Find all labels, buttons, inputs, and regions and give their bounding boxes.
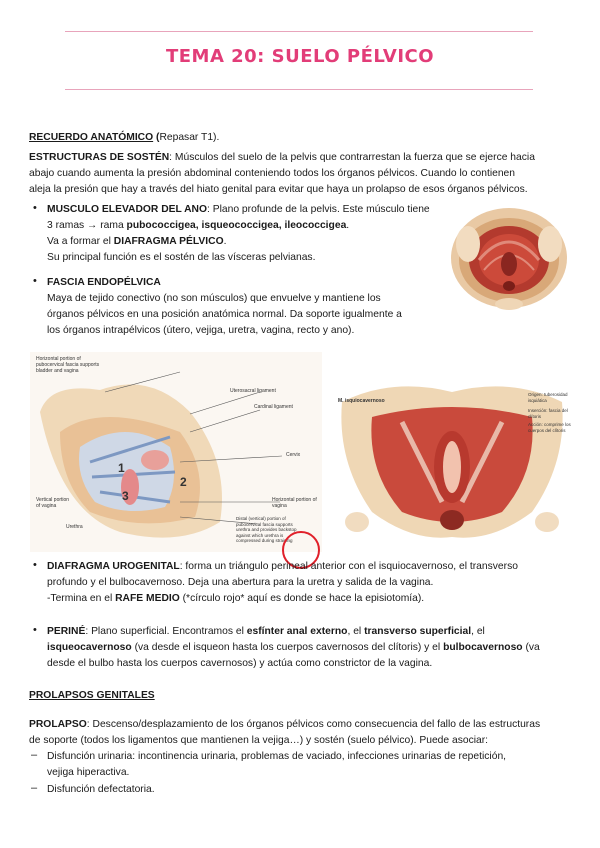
pelvis-top-view-image (448, 204, 570, 312)
urogenital-line-1 (47, 559, 518, 575)
transverso-superficial: transverso superficial (364, 626, 472, 637)
perine-text-1e: , el (471, 626, 485, 637)
bullet-dot: • (33, 559, 37, 571)
fascia-line-2: órganos pélvicos en una posición anatómica normal. Da soporte igualmente a (47, 309, 402, 320)
label-uterosacral-ligament: Uterosacral ligament (230, 388, 276, 394)
page-title: TEMA 20: SUELO PÉLVICO (165, 46, 435, 67)
elevador-line-4: Su principal función es el sostén de las vísceras pelvianas. (47, 252, 316, 263)
label-origen: Origen: tuberosidad isquiática (528, 392, 568, 403)
urogenital-line-2: profundo y el bulbocavernoso. Deja una abertura para la uretra y salida de la vagina. (47, 577, 434, 588)
perine-text-2d: (va (522, 642, 540, 653)
elevador-branches: pubococcigea, isqueococcigea, ileococcigea (126, 220, 347, 231)
isqueocavernoso: isqueocavernoso (47, 642, 132, 653)
estructuras-line-3: aleja la presión que hay a través del hiato genital para evitar que haya un prolapso de esos órganos pélvicos. (29, 184, 528, 195)
urogenital-text-1: : forma un triángulo perineal anterior con el isquiocavernoso, el transverso (179, 561, 518, 572)
top-rule (65, 31, 533, 32)
pelvic-ligaments-figure (30, 352, 322, 552)
estructuras-text-1: : Músculos del suelo de la pelvis que contrarrestan la fuerza que se ejerce hacia (169, 152, 535, 163)
estructuras-heading: ESTRUCTURAS DE SOSTÉN (29, 152, 170, 163)
recuerdo-text: Repasar T1). (159, 132, 220, 143)
label-distal-pubocervical: Distal (vertical) portion of pubocervical fascia supports urethra and provides backstop against which urethra is compressed during straining (236, 516, 297, 543)
prolapso-item-1-cont: vejiga hiperactiva. (47, 767, 130, 778)
label-horizontal-vagina: Horizontal portion of vagina (272, 497, 317, 509)
recuerdo-heading: RECUERDO ANATÓMICO (29, 132, 154, 143)
figure-number-2: 2 (180, 475, 187, 489)
label-urethra: Urethra (66, 524, 83, 530)
fascia-line-3: los órganos intrapélvicos (útero, vejiga, uretra, vagina, recto y ano). (47, 325, 355, 336)
perine-line-3: desde el bulbo hasta los cuerpos cavernosos) y actúa como constrictor de la vagina. (47, 658, 433, 669)
title-underline-rule (65, 89, 533, 90)
bulbocavernoso: bulbocavernoso (443, 642, 523, 653)
elevador-line-1 (47, 202, 430, 218)
diafragma-pelvico: DIAFRAGMA PÉLVICO (113, 236, 224, 247)
elevador-text-2a: 3 ramas → rama (47, 220, 127, 231)
perine-heading: PERINÉ (47, 626, 86, 637)
urogenital-heading: DIAFRAGMA UROGENITAL (47, 561, 180, 572)
prolapso-item-1: Disfunción urinaria: incontinencia urinaria, problemas de vaciado, infecciones urinarias de repetición, (47, 751, 507, 762)
recuerdo-line (29, 130, 219, 146)
perine-line-2 (47, 640, 540, 656)
fascia-line-1: Maya de tejido conectivo (no son músculos) que envuelve y mantiene los (47, 293, 381, 304)
label-cervix: Cervix (286, 452, 301, 458)
label-horizontal-pubocervical: Horizontal portion of pubocervical fascia supports bladder and vagina (36, 356, 100, 374)
elevador-text-1: : Plano profunde de la pelvis. Este músculo tiene (207, 204, 430, 215)
bullet-dot: • (33, 275, 37, 287)
rafe-medio: RAFE MEDIO (115, 593, 180, 604)
elevador-text-3c: . (223, 236, 227, 247)
urogenital-text-3c: (*círculo rojo* aquí es donde se hace la episiotomía). (179, 593, 425, 604)
perine-text-1c: , el (347, 626, 365, 637)
elevador-line-2 (47, 218, 349, 234)
bullet-dot: • (33, 202, 37, 214)
perine-line-1 (47, 624, 485, 640)
figure-number-1: 1 (118, 461, 125, 475)
fascia-heading: FASCIA ENDOPÉLVICA (47, 277, 161, 288)
prolapso-text-1: : Descenso/desplazamiento de los órganos pélvicos como consecuencia del fallo de las estructuras (86, 719, 541, 730)
prolapso-line-1 (29, 717, 540, 733)
recuerdo-paren: ( (153, 132, 160, 143)
elevador-heading: MUSCULO ELEVADOR DEL ANO (47, 204, 207, 215)
elevador-line-3 (47, 234, 226, 250)
elevador-text-2c: . (346, 220, 350, 231)
esfinter-anal-externo: esfínter anal externo (246, 626, 348, 637)
prolapso-item-2: Disfunción defectatoria. (47, 784, 155, 795)
label-cardinal-ligament: Cardinal ligament (254, 404, 293, 410)
prolapso-line-2: de soporte (todos los ligamentos que mantienen la vejiga…) y sostén (suelo pélvico). Puede asociar: (29, 735, 489, 746)
dash-marker: – (31, 782, 38, 794)
perineal-muscles-figure (332, 372, 572, 548)
label-accion: Acción: comprime los cuerpos del clítoris (528, 422, 571, 433)
dash-marker: – (31, 749, 38, 761)
bullet-dot: • (33, 624, 37, 636)
elevador-text-3a: Va a formar el (47, 236, 114, 247)
urogenital-text-3a: -Termina en el (47, 593, 116, 604)
label-isquiocavernoso: M. isquiocavernoso (338, 398, 385, 404)
perine-text-2b: (va desde el isqueon hasta los cuerpos cavernosos del clítoris) y el (131, 642, 444, 653)
prolapso-heading: PROLAPSO (29, 719, 87, 730)
estructuras-line-1 (29, 150, 535, 166)
perine-text-1a: : Plano superficial. Encontramos el (85, 626, 247, 637)
figure-number-3: 3 (122, 489, 129, 503)
label-insercion: Inserción: fascia del clítoris (528, 408, 568, 419)
estructuras-line-2: abajo cuando aumenta la presión abdominal conteniendo todos los órganos pélvicos. Cuando lo contienen (29, 168, 516, 179)
urogenital-line-3 (47, 591, 424, 607)
prolapsos-heading: PROLAPSOS GENITALES (29, 690, 155, 701)
label-vertical-vagina: Vertical portion of vagina (36, 497, 70, 509)
